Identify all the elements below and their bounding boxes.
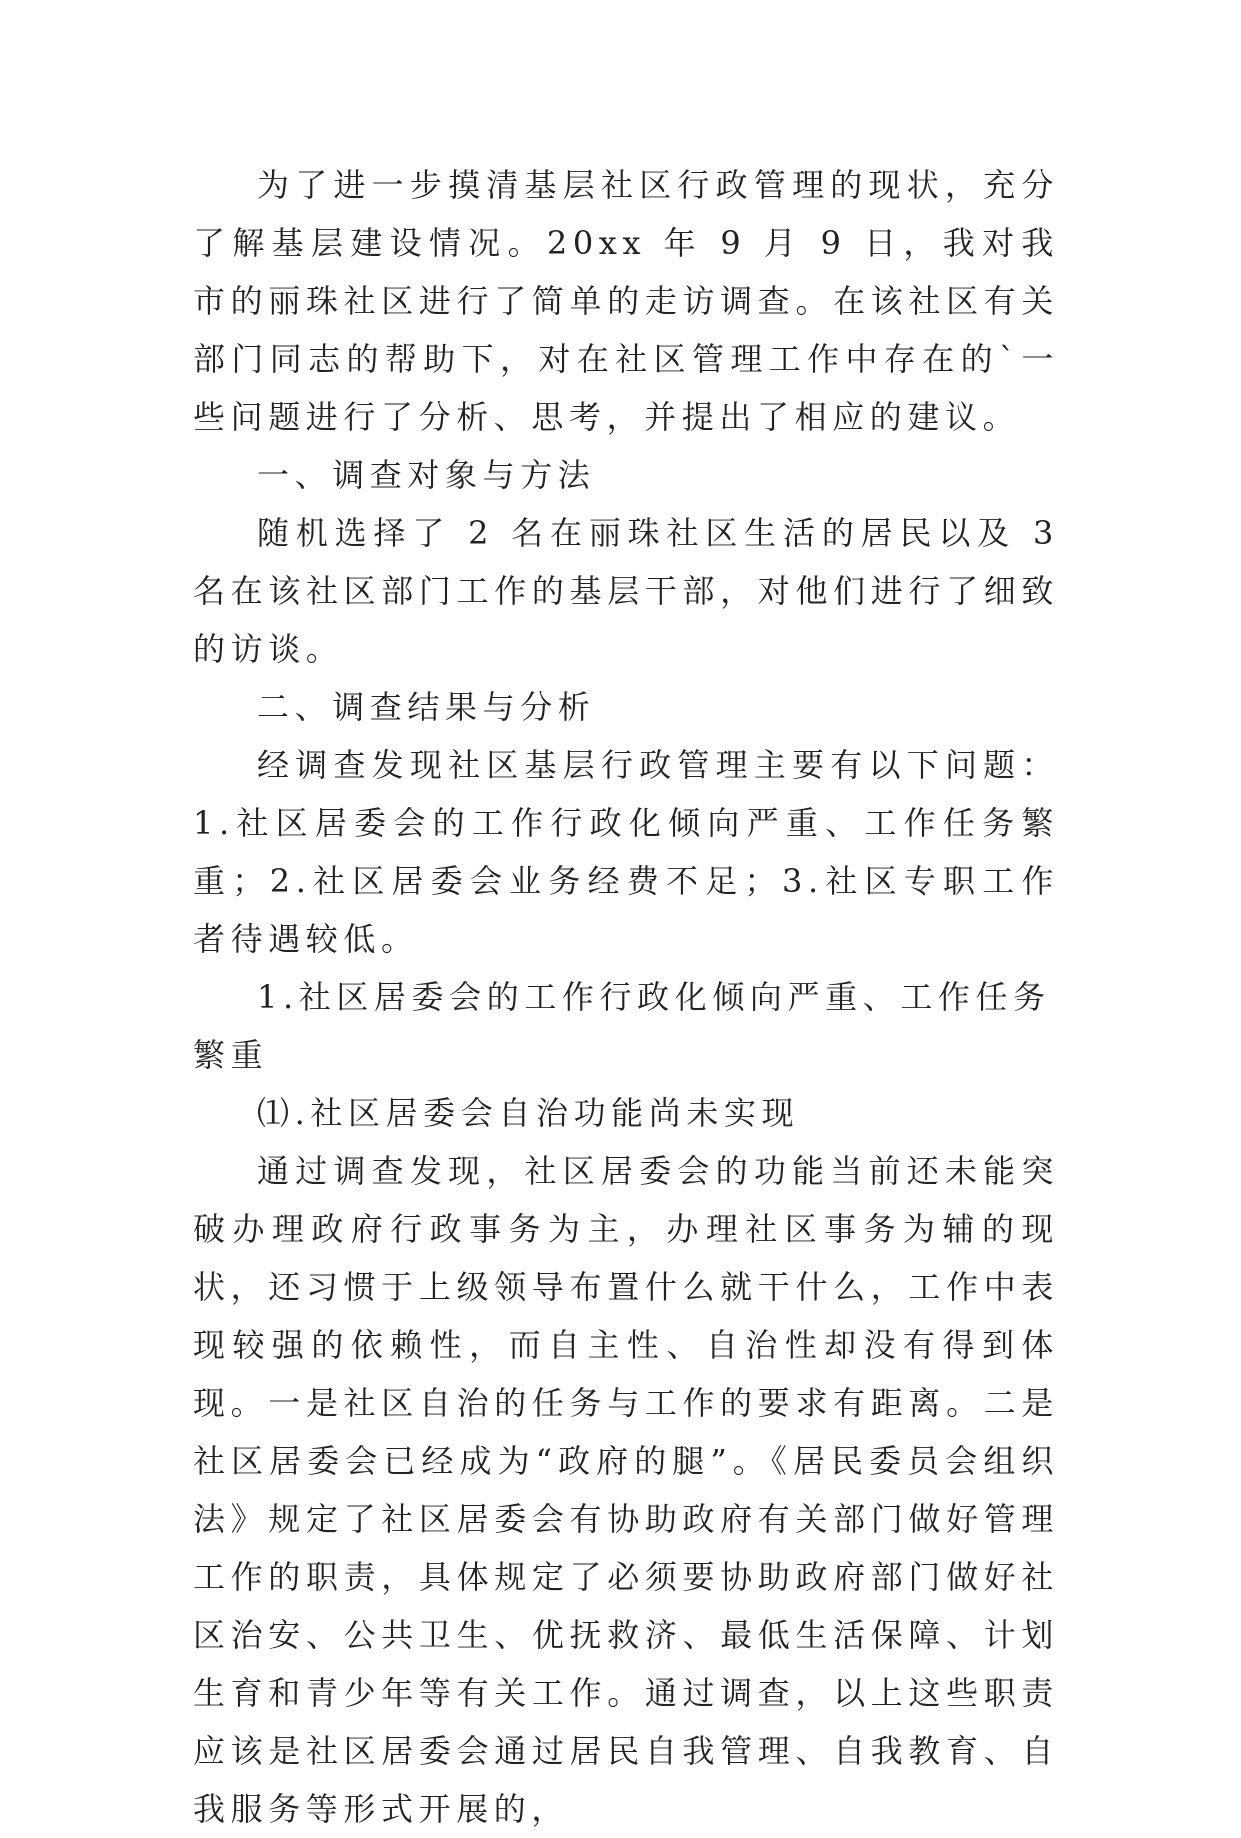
subsection-heading-1: 1.社区居委会的工作行政化倾向严重、工作任务繁重 bbox=[193, 978, 1051, 1074]
results-summary-paragraph: 经调查发现社区基层行政管理主要有以下问题：1.社区居委会的工作行政化倾向严重、工作任务繁重；2.社区居委会业务经费不足；3.社区专职工作者待遇较低。 bbox=[193, 746, 1059, 958]
section-heading-survey-method: 一、调查对象与方法 bbox=[257, 456, 596, 494]
body-paragraph: 通过调查发现，社区居委会的功能当前还未能突破办理政府行政事务为主，办理社区事务为辅的现状，还习惯于上级领导布置什么就干什么，工作中表现较强的依赖性，而自主性、自治性却没有得到体现。一是社区自治的任务与工作的要求有距离。二是社区居委会已经成为“政府的腿”。《居民委员会组织法》规定了社区居委会有协助政府有关部门做好管理工作的职责，具体规定了必须要协助政府部门做好社区治安、公共卫生、优抚救济、最低生活保障、计划生育和青少年等有关工作。通过调查，以上这些职责应该是社区居委会通过居民自我管理、自我教育、自我服务等形式开展的， bbox=[193, 1152, 1059, 1828]
survey-method-paragraph: 随机选择了 2 名在丽珠社区生活的居民以及 3 名在该社区部门工作的基层干部，对他们进行了细致的访谈。 bbox=[193, 514, 1059, 668]
section-heading-results: 二、调查结果与分析 bbox=[257, 688, 596, 726]
document-body bbox=[193, 156, 1059, 1838]
intro-paragraph: 为了进一步摸清基层社区行政管理的现状，充分了解基层建设情况。20xx 年 9 月 9 日，我对我市的丽珠社区进行了简单的走访调查。在该社区有关部门同志的帮助下，对在社区管理工作中存在的`一些问题进行了分析、思考，并提出了相应的建议。 bbox=[193, 166, 1059, 436]
subsection-heading-1-1: ⑴.社区居委会自治功能尚未实现 bbox=[257, 1094, 800, 1132]
